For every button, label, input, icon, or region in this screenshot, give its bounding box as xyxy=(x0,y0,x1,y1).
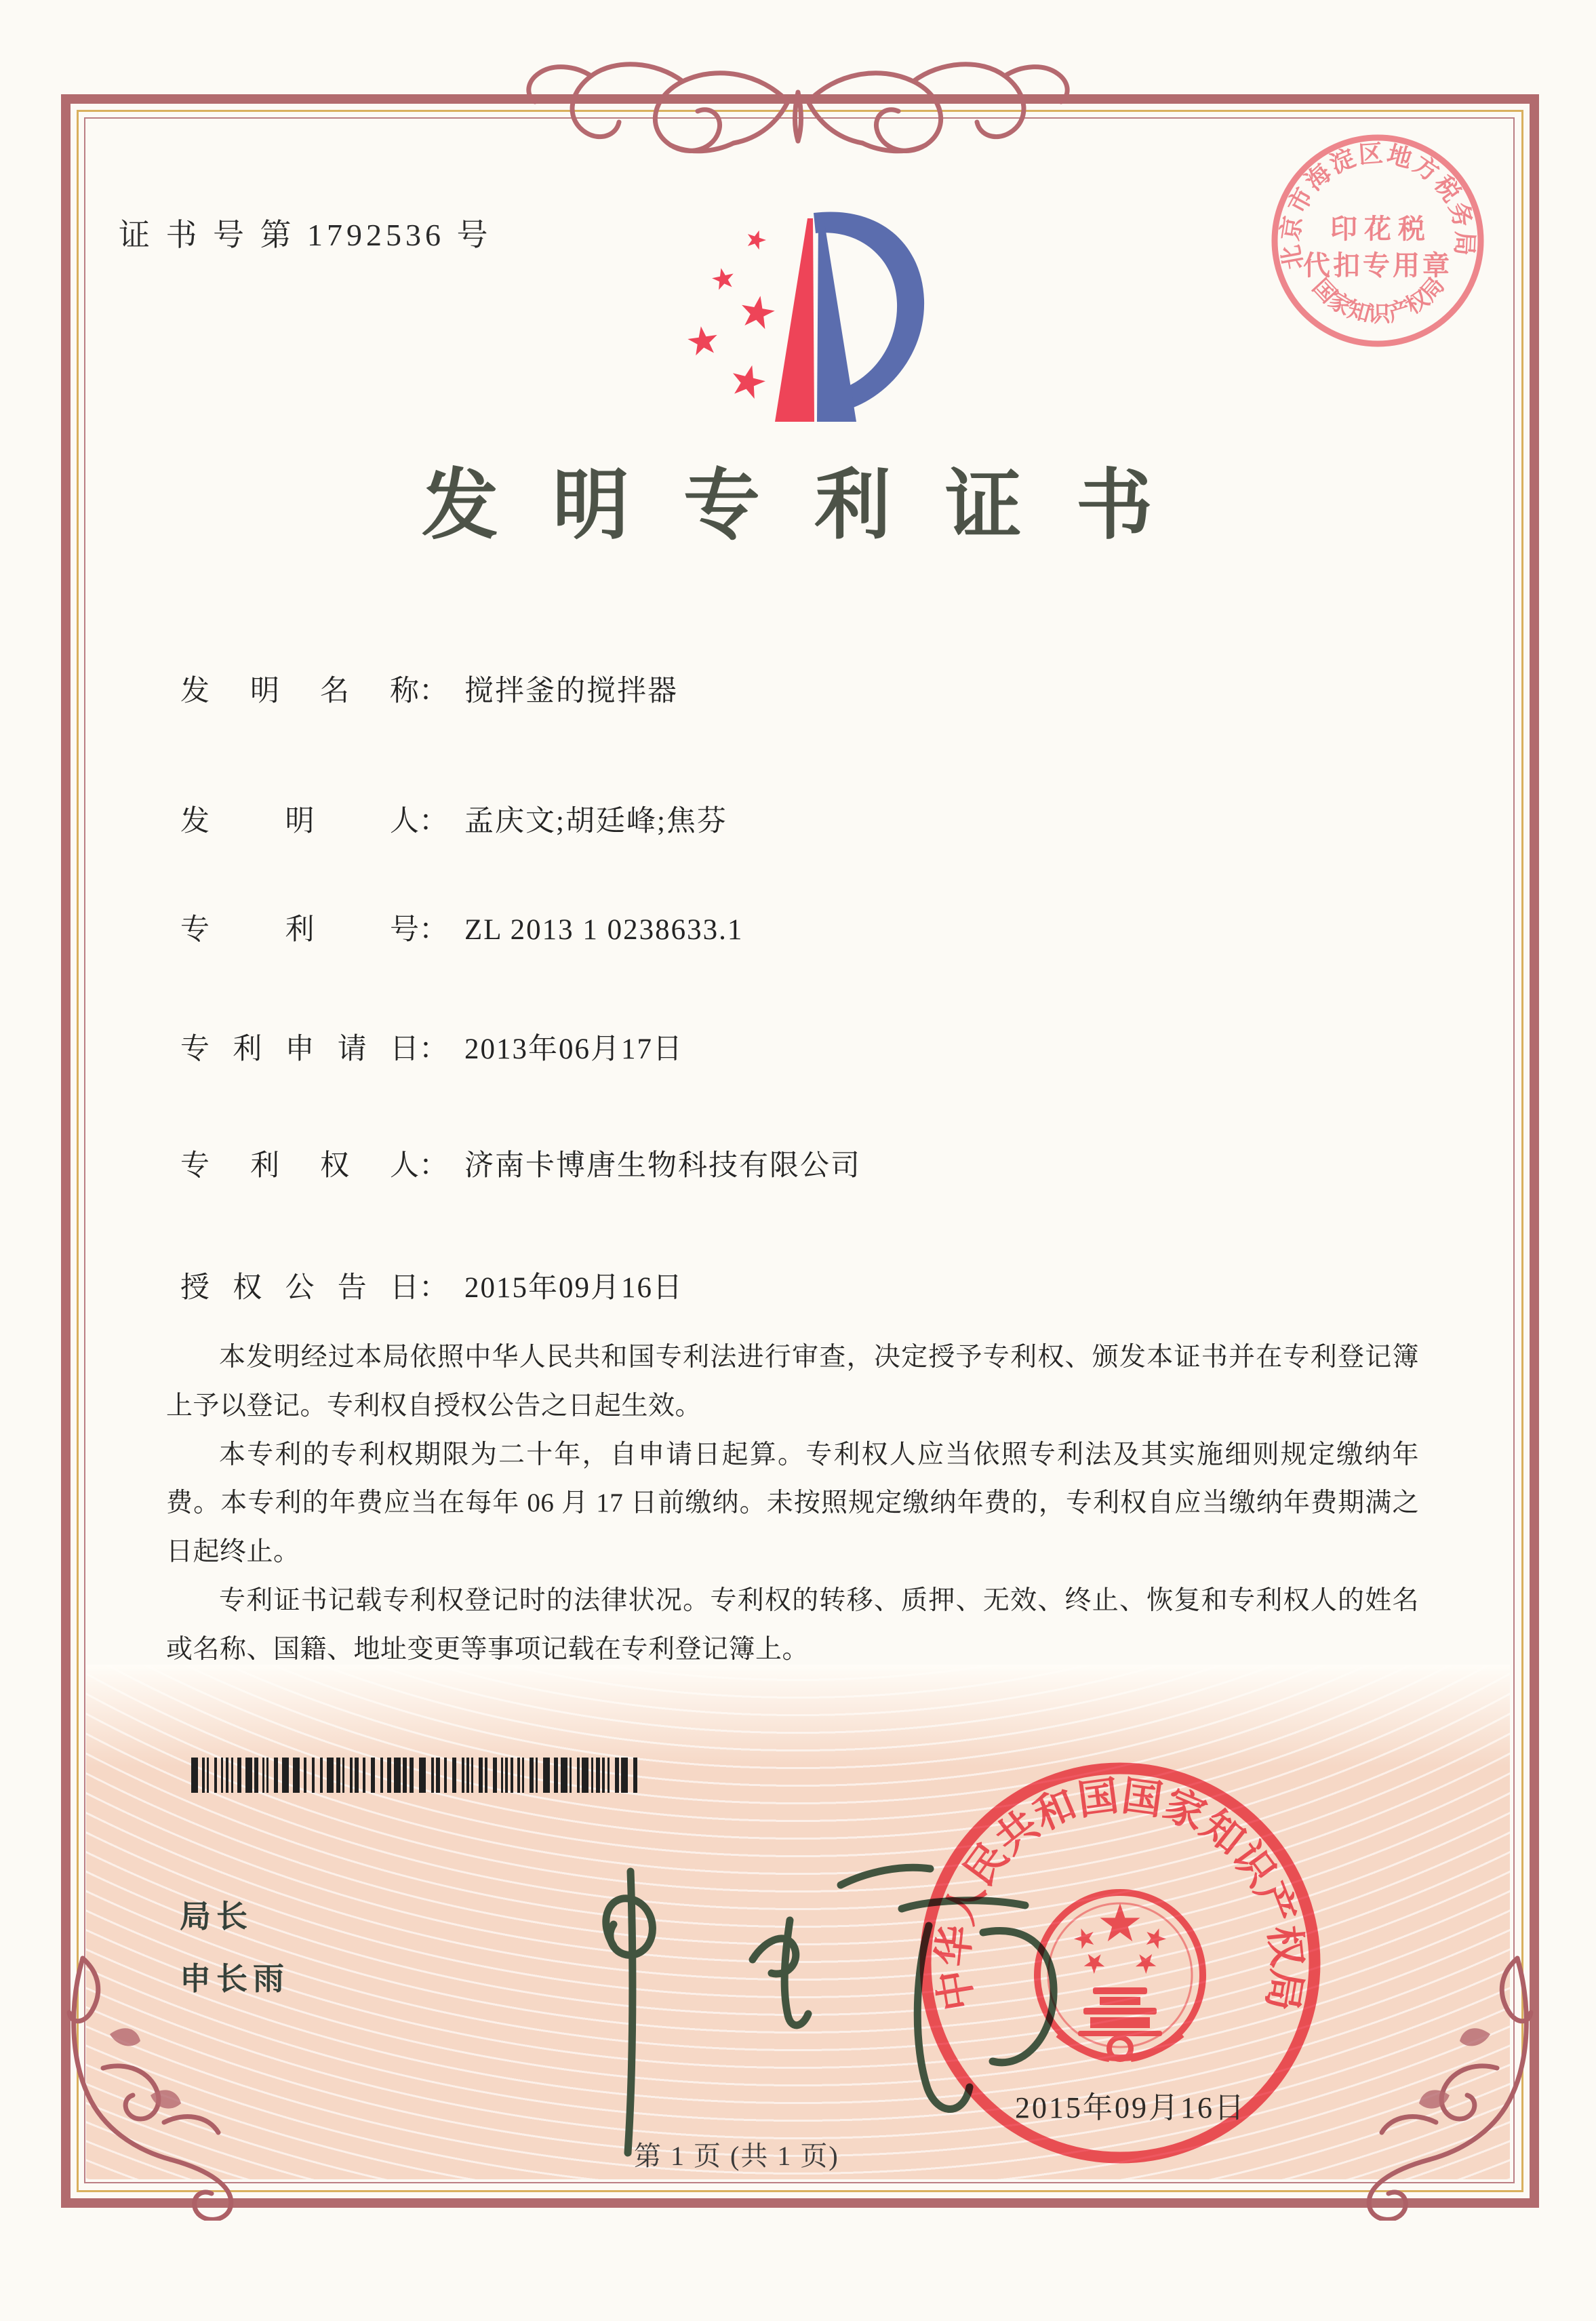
field-value: 孟庆文;胡廷峰;焦芬 xyxy=(464,806,727,837)
field-patent-number xyxy=(180,907,743,948)
field-filing-date xyxy=(180,1026,683,1067)
field-invention-name xyxy=(180,668,678,709)
field-patentee xyxy=(180,1143,861,1184)
field-grant-date xyxy=(180,1265,683,1306)
legal-text xyxy=(166,1333,1419,1674)
tax-stamp-arc-top: 北京市海淀区地方税务局 xyxy=(1276,140,1479,272)
tax-stamp-center-line1: 印 花 税 xyxy=(1330,214,1425,244)
svg-text:国家知识产权局 xyxy=(1307,273,1450,328)
corner-flourish-icon xyxy=(1314,1953,1538,2221)
field-label: 发明名称 xyxy=(180,675,419,707)
field-colon: ： xyxy=(419,675,448,707)
barcode xyxy=(191,1758,640,1793)
field-label: 发明人 xyxy=(180,806,419,837)
director-name: 申长雨 xyxy=(180,1962,290,1996)
legal-paragraph: 本专利的专利权期限为二十年，自申请日起算。专利权人应当依照专利法及其实施细则规定缴纳年费。本专利的年费应当在每年 06 月 17 日前缴纳。未按照规定缴纳年费的，专利权自应当缴纳年费期满之日起终止。 xyxy=(166,1440,1419,1567)
page-number: 第 1 页 (共 1 页) xyxy=(634,2141,839,2171)
field-label: 专利权人 xyxy=(180,1150,419,1182)
dragon-ornament-icon xyxy=(391,26,1205,165)
office-seal-arc-text: 中华人民共和国国家知识产权局 xyxy=(930,1773,1310,2015)
field-colon: ： xyxy=(419,806,448,837)
field-colon: ： xyxy=(419,914,448,946)
tax-stamp-center-line2: 代扣专用章 xyxy=(1303,250,1452,281)
field-value: 搅拌釜的搅拌器 xyxy=(464,675,678,707)
certificate-title: 发明专利证书 xyxy=(422,464,1207,549)
sipo-logo-icon xyxy=(675,198,929,439)
field-value: 2013年06月17日 xyxy=(464,1033,683,1065)
field-value: 2015年09月16日 xyxy=(464,1272,683,1304)
field-label: 授权公告日 xyxy=(180,1272,419,1304)
legal-paragraph: 本发明经过本局依照中华人民共和国专利法进行审查，决定授予专利权、颁发本证书并在专利登记簿上予以登记。专利权自授权公告之日起生效。 xyxy=(166,1343,1419,1421)
field-label: 专利申请日 xyxy=(180,1033,419,1065)
field-label: 专利号 xyxy=(180,914,419,946)
certificate-number: 证 书 号 第 1792536 号 xyxy=(119,218,492,252)
issue-date: 2015年09月16日 xyxy=(1015,2091,1246,2124)
field-inventors xyxy=(180,798,727,839)
legal-paragraph: 专利证书记载专利权登记时的法律状况。专利权的转移、质押、无效、终止、恢复和专利权人的姓名或名称、国籍、地址变更等事项记载在专利登记簿上。 xyxy=(166,1585,1419,1664)
field-value: ZL 2013 1 0238633.1 xyxy=(464,914,744,946)
tax-stamp-arc-bottom: 国家知识产权局 xyxy=(1307,273,1450,328)
field-colon: ： xyxy=(419,1150,448,1182)
field-colon: ： xyxy=(419,1033,448,1065)
field-value: 济南卡博唐生物科技有限公司 xyxy=(464,1150,861,1182)
tax-stamp-seal xyxy=(1268,131,1488,351)
field-colon: ： xyxy=(419,1272,448,1304)
director-title: 局长 xyxy=(180,1899,253,1934)
